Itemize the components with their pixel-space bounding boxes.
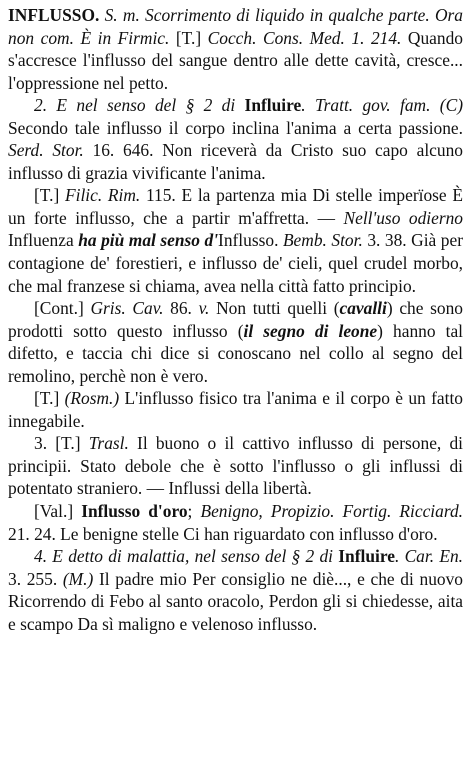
citation-quote: L'influsso fisico tra l'anima e il corpo è un fatto innegabile. bbox=[8, 388, 463, 431]
citation-quote: ) che sono prodotti sotto questo influsso ( bbox=[8, 298, 463, 341]
citation-source: Filic. Rim. bbox=[59, 185, 141, 206]
punctuation: ; bbox=[187, 501, 201, 522]
citation-source: (Rosm.) bbox=[59, 388, 120, 409]
citation-quote: Quando s'accresce l'influsso del sangue dentro alle dette cavità, cresce... l'oppressione nel petto. bbox=[8, 27, 463, 93]
headword: INFLUSSO. bbox=[8, 5, 100, 25]
usage-term: Influenza bbox=[8, 230, 79, 251]
source-tag: [T.] bbox=[175, 27, 202, 48]
entry-definition-4 bbox=[8, 545, 463, 635]
citation-quote: ) hanno tal difetto, e taccia chi dice si conoscano nel collo al segno del remolino, perchè non è vero. bbox=[8, 320, 464, 386]
gloss: il segno di leone bbox=[243, 320, 378, 341]
citation-quote: 21. 24. Le benigne stelle Ci han riguardato con influsso d'oro. bbox=[8, 523, 438, 544]
source-tag: [T.] bbox=[34, 185, 60, 206]
sense-number: 3. bbox=[34, 433, 56, 454]
citation-source: Gris. Cav. bbox=[83, 298, 164, 319]
source-tag: [T.] bbox=[55, 433, 81, 454]
citation-source: . Tratt. gov. fam. bbox=[301, 95, 431, 116]
sense-label: Trasl. bbox=[80, 433, 129, 454]
definition-text: S. m. Scorrimento di liquido in qualche parte. Ora non com. È in Firmic. bbox=[8, 5, 463, 48]
entry-citation-filicaia bbox=[8, 184, 463, 297]
usage-term: Influsso. bbox=[218, 230, 283, 251]
entry-definition-2 bbox=[8, 94, 463, 184]
citation-quote: 16. 646. Non riceverà da Cristo suo capo alcuno influsso di grazia vivificante l'anima. bbox=[8, 140, 463, 183]
phrase-headword: Influsso d'oro bbox=[73, 501, 188, 522]
citation-quote: 115. E la partenza mia Di stelle imperïose È un forte influsso, che a partir m'affretta. — bbox=[8, 185, 463, 228]
entry-phrase-influsso-doro bbox=[8, 500, 463, 545]
citation-quote: Secondo tale influsso il corpo inclina l'anima a certa passione. bbox=[8, 117, 463, 138]
gloss: cavalli bbox=[339, 298, 387, 319]
source-tag: [Cont.] bbox=[34, 298, 84, 319]
usage-note: ha più mal senso d' bbox=[78, 230, 219, 251]
citation-ref: 3. 255. bbox=[8, 568, 63, 589]
citation-ref: 86. bbox=[163, 298, 199, 319]
source-tag: [T.] bbox=[34, 388, 60, 409]
sense-label: 2. E nel senso del § 2 di bbox=[34, 95, 245, 116]
definition-text: Il buono o il cattivo influsso di persone, di principii. Stato debole che è sotto l'influsso o gli influssi di potentato straniero. — bbox=[8, 433, 463, 499]
usage-example: Influssi della libertà. bbox=[168, 478, 312, 499]
citation-source: . Car. En. bbox=[394, 546, 463, 567]
citation-quote: Non tutti quelli ( bbox=[209, 298, 340, 319]
source-tag: (M.) bbox=[62, 568, 94, 589]
cross-reference: Influire bbox=[338, 546, 395, 567]
citation-ref: v. bbox=[198, 298, 210, 319]
sense-label: 4. E detto di malattia, nel senso del § 2 di bbox=[34, 546, 339, 567]
citation-source: Serd. Stor. bbox=[8, 140, 84, 161]
source-tag: [Val.] bbox=[34, 501, 74, 522]
citation-source: Cocch. Cons. Med. 1. 214. bbox=[201, 27, 402, 48]
entry-citation-rosmini bbox=[8, 387, 463, 432]
definition-text: Benigno, Propizio. Fortig. Ricciard. bbox=[200, 501, 463, 522]
citation-quote: 3. 38. Già per contagione de' forestieri, e influsso de' cieli, quel crudel morbo, che mal franzese si chiama, avea nella città fatto principio. bbox=[8, 230, 463, 296]
usage-note: Nell'uso odierno bbox=[343, 207, 464, 228]
entry-definition-3 bbox=[8, 432, 463, 500]
citation-quote: Il padre mio Per consiglio ne diè..., e che di nuovo Ricorrendo di Febo al santo oracolo, Perdon gli si chiedesse, aita e scampo Da sì maligno e velenoso influsso. bbox=[8, 568, 463, 634]
entry-citation-grisone bbox=[8, 297, 463, 387]
cross-reference: Influire bbox=[244, 95, 302, 116]
entry-definition-1 bbox=[8, 4, 463, 94]
source-tag: (C) bbox=[430, 95, 463, 116]
citation-source: Bemb. Stor. bbox=[282, 230, 363, 251]
